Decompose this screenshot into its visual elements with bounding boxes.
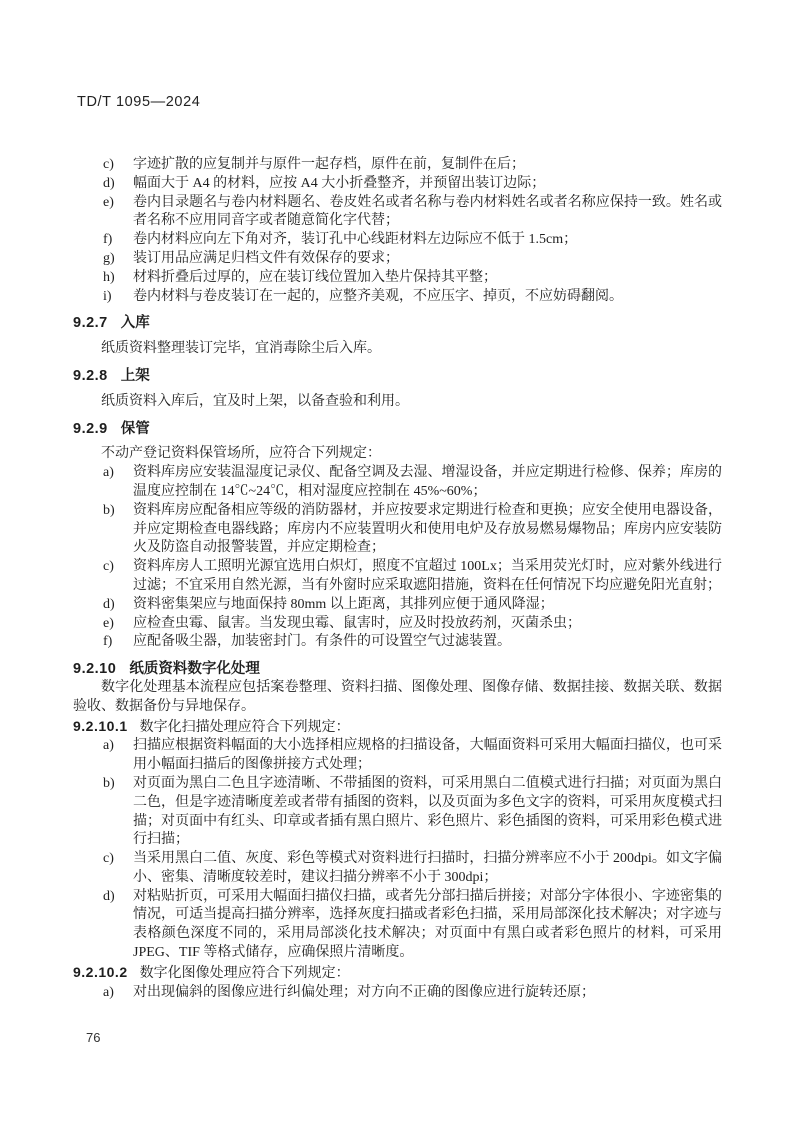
list-item — [73, 633, 722, 652]
clause-heading-9-2-7 — [73, 314, 722, 333]
clause-number: 9.2.9 — [73, 420, 108, 437]
storage-rules-list — [73, 464, 722, 652]
list-item — [73, 156, 722, 175]
list-item — [73, 464, 722, 502]
clause-title: 纸质资料数字化处理 — [129, 661, 260, 678]
clause-number: 9.2.10 — [73, 661, 117, 678]
list-item-label: c) — [103, 851, 114, 867]
clause-heading-9-2-10 — [73, 660, 722, 679]
list-item-text: 材料折叠后过厚的，应在装订线位置加入垫片保持其平整； — [133, 269, 497, 285]
list-item-text: 装订用品应满足归档文件有效保存的要求； — [133, 250, 399, 266]
list-item — [73, 288, 722, 307]
standard-number-header: TD/T 1095—2024 — [77, 94, 201, 110]
list-item — [73, 194, 722, 232]
list-item — [73, 558, 722, 596]
list-item-label: b) — [103, 502, 115, 518]
clause-title: 保管 — [120, 420, 150, 437]
subclause-number: 9.2.10.2 — [73, 963, 128, 980]
list-item-text: 应检查虫霉、鼠害。当发现虫霉、鼠害时，应及时投放药剂，灭菌杀虫； — [133, 615, 581, 631]
list-item-label: e) — [103, 615, 114, 631]
subclause-title: 数字化图像处理应符合下列规定： — [139, 965, 350, 981]
list-item — [73, 615, 722, 634]
list-item-label: d) — [103, 888, 115, 904]
page-number: 76 — [86, 1030, 101, 1045]
clause-heading-9-2-9 — [73, 420, 722, 439]
list-item-text: 卷内材料应向左下角对齐，装订孔中心线距材料左边际应不低于 1.5cm； — [133, 232, 578, 248]
list-item — [73, 984, 722, 1003]
list-item-text: 对出现偏斜的图像应进行纠偏处理；对方向不正确的图像应进行旋转还原； — [133, 984, 595, 1000]
list-item-label: a) — [103, 738, 114, 754]
clause-title: 入库 — [120, 315, 150, 332]
scan-rules-list — [73, 737, 722, 963]
clause-number: 9.2.7 — [73, 315, 108, 332]
subclause-title: 数字化扫描处理应符合下列规定： — [139, 719, 350, 735]
subclause-heading-9-2-10-2 — [73, 963, 722, 984]
list-item-text: 卷内材料与卷皮装订在一起的，应整齐美观，不应压字、掉页，不应妨碍翻阅。 — [133, 288, 623, 304]
list-item-label: i) — [103, 288, 112, 304]
list-item-text: 资料库房人工照明光源宜选用白炽灯，照度不宜超过 100Lx；当采用荧光灯时，应对紫外线进行过滤；不宜采用自然光源，当有外窗时应采取遮阳措施，资料在任何情况下均应避免阳光直射； — [133, 559, 722, 593]
continuation-list — [73, 156, 722, 306]
list-item-label: a) — [103, 984, 114, 1000]
list-item-label: b) — [103, 775, 115, 791]
list-item — [73, 269, 722, 288]
list-item-text: 当采用黑白二值、灰度、彩色等模式对资料进行扫描时，扫描分辨率应不小于 200dpi。如文字偏小、密集、清晰度较差时，建议扫描分辨率不小于 300dpi； — [133, 851, 722, 885]
image-processing-list — [73, 984, 722, 1003]
list-item — [73, 850, 722, 888]
list-item-label: f) — [103, 232, 113, 248]
subclause-number: 9.2.10.1 — [73, 717, 128, 734]
clause-paragraph: 纸质资料入库后，宜及时上架，以备查验和利用。 — [101, 393, 409, 409]
list-item — [73, 737, 722, 775]
list-item — [73, 231, 722, 250]
clause-title: 上架 — [120, 367, 150, 384]
clause-heading-9-2-8 — [73, 367, 722, 386]
list-item-label: g) — [103, 250, 115, 266]
list-item — [73, 250, 722, 269]
list-item-label: f) — [103, 634, 113, 650]
page-content — [73, 156, 722, 1002]
list-item-label: c) — [103, 559, 114, 575]
list-item-label: e) — [103, 194, 114, 210]
list-item — [73, 775, 722, 850]
list-item-label: c) — [103, 157, 114, 172]
list-item-text: 对页面为黑白二色且字迹清晰、不带插图的资料，可采用黑白二值模式进行扫描；对页面为黑白二色，但是字迹清晰度差或者带有插图的资料，以及页面为多色文字的资料，可采用灰度模式扫描；对页面中有红头、印章或者插有黑白照片、彩色照片、彩色插图的资料，可采用彩色模式进行扫描； — [133, 775, 722, 848]
list-item-label: h) — [103, 269, 115, 285]
clause-paragraph: 不动产登记资料保管场所，应符合下列规定： — [101, 446, 381, 462]
list-item — [73, 596, 722, 615]
subclause-heading-9-2-10-1 — [73, 717, 722, 738]
list-item-label: d) — [103, 596, 115, 612]
clause-number: 9.2.8 — [73, 367, 108, 384]
list-item — [73, 502, 722, 558]
clause-paragraph: 纸质资料整理装订完毕，宜消毒除尘后入库。 — [101, 341, 381, 357]
list-item — [73, 888, 722, 963]
list-item — [73, 175, 722, 194]
list-item-text: 扫描应根据资料幅面的大小选择相应规格的扫描设备，大幅面资料可采用大幅面扫描仪，也可采用小幅面扫描后的图像拼接方式处理； — [133, 738, 722, 773]
list-item-text: 字迹扩散的应复制并与原件一起存档，原件在前，复制件在后； — [133, 157, 525, 172]
list-item-text: 资料库房应安装温湿度记录仪、配备空调及去湿、增湿设备，并应定期进行检修、保养；库房的温度应控制在 14℃~24℃，相对湿度应控制在 45%~60%； — [133, 465, 722, 499]
list-item-text: 幅面大于 A4 的材料，应按 A4 大小折叠整齐，并预留出装订边际； — [133, 175, 546, 191]
list-item-label: d) — [103, 175, 115, 191]
list-item-text: 资料密集架应与地面保持 80mm 以上距离，其排列应便于通风降湿； — [133, 596, 554, 612]
list-item-text: 卷内目录题名与卷内材料题名、卷皮姓名或者名称与卷内材料姓名或者名称应保持一致。姓名或者名称不应用同音字或者随意简化字代替； — [133, 194, 722, 229]
list-item-text: 资料库房应配备相应等级的消防器材，并应按要求定期进行检查和更换；应安全使用电器设备，并应定期检查电器线路；库房内不应装置明火和使用电炉及存放易燃易爆物品；库房内应安装防火及防盗自动报警装置，并应定期检查； — [133, 502, 722, 556]
list-item-text: 应配备吸尘器，加装密封门。有条件的可设置空气过滤装置。 — [133, 634, 511, 650]
list-item-label: a) — [103, 465, 114, 481]
clause-paragraph: 数字化处理基本流程应包括案卷整理、资料扫描、图像处理、图像存储、数据挂接、数据关联、数据验收、数据备份与异地保存。 — [73, 679, 722, 714]
list-item-text: 对粘贴折页，可采用大幅面扫描仪扫描，或者先分部扫描后拼接；对部分字体很小、字迹密集的情况，可适当提高扫描分辨率，选择灰度扫描或者彩色扫描，采用局部深化技术解决；对字迹与表格颜色深度不同的，采用局部淡化技术解决；对页面中有黑白或者彩色照片的材料，可采用 JPEG、TIF 等格式储存，应确保照片清晰度。 — [133, 888, 722, 961]
